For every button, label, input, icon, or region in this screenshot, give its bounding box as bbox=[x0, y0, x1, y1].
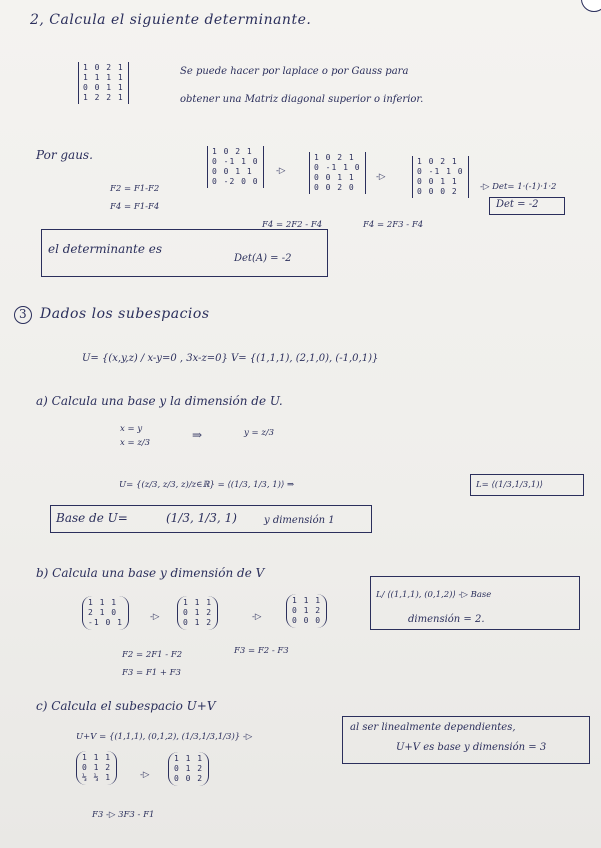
row-op-1: F2 = F1-F2 bbox=[110, 184, 160, 194]
exercise-3-title: Dados los subespacios bbox=[40, 306, 210, 322]
gauss-matrix-3: 1 0 2 1 0 -1 1 0 0 0 1 1 0 0 0 2 bbox=[412, 156, 469, 198]
u-plus-v-conclusion-2: U+V es base y dimensión = 3 bbox=[396, 742, 547, 753]
u-plus-v-conclusion-1: al ser linealmente dependientes, bbox=[350, 722, 516, 733]
conclusion-value: Det(A) = -2 bbox=[234, 253, 292, 264]
method-note-line1: Se puede hacer por laplace o por Gauss para bbox=[180, 66, 409, 77]
part-c-title: c) Calcula el subespacio U+V bbox=[36, 699, 216, 713]
subspace-u-generator: L= ⟨(1/3,1/3,1)⟩ bbox=[476, 480, 543, 490]
exercise-2-title: 2, Calcula el siguiente determinante. bbox=[30, 12, 312, 28]
page-corner-mark bbox=[581, 0, 601, 12]
dimension-v: dimensión = 2. bbox=[408, 614, 485, 625]
v-row-op-3: F3 = F2 - F3 bbox=[234, 646, 289, 656]
v-row-op-1: F2 = 2F1 - F2 bbox=[122, 650, 183, 660]
u-plus-v-matrix-1: 1 1 1 0 1 2 ⅓ ⅓ 1 bbox=[76, 751, 117, 785]
v-arrow-2: -▷ bbox=[252, 612, 262, 622]
conclusion-label: el determinante es bbox=[48, 242, 163, 256]
u-plus-v-definition: U+V = {(1,1,1), (0,1,2), (1/3,1/3,1/3)} -▷ bbox=[76, 732, 253, 742]
method-note-line2: obtener una Matriz diagonal superior o inferior. bbox=[180, 94, 424, 105]
subspace-definitions: U= {(x,y,z) / x-y=0 , 3x-z=0} V= {(1,1,1), (2,1,0), (-1,0,1)} bbox=[82, 353, 379, 364]
subspace-u-set: U= {(z/3, z/3, z)/z∈ℝ} = ⟨(1/3, 1/3, 1)⟩ ⇒ bbox=[119, 480, 295, 490]
u-plus-v-row-op: F3 -▷ 3F3 - F1 bbox=[92, 810, 155, 820]
implies-arrow: ⇒ bbox=[192, 428, 203, 442]
base-u-label: Base de U= bbox=[56, 511, 128, 525]
row-op-2: F4 = F1-F4 bbox=[110, 202, 160, 212]
system-eq-1: x = y bbox=[120, 424, 143, 434]
y-solution: y = z/3 bbox=[244, 428, 275, 438]
v-matrix-1: 1 1 1 2 1 0 -1 0 1 bbox=[82, 596, 129, 630]
v-arrow-1: -▷ bbox=[150, 612, 160, 622]
u-plus-v-arrow: -▷ bbox=[140, 770, 150, 780]
part-a-title: a) Calcula una base y la dimensión de U. bbox=[36, 394, 283, 408]
base-v-result: L/ ⟨(1,1,1), (0,1,2)⟩ -▷ Base bbox=[376, 590, 492, 600]
arrow-2: -▷ bbox=[376, 172, 386, 182]
gauss-matrix-1: 1 0 2 1 0 -1 1 0 0 0 1 1 0 -2 0 0 bbox=[207, 146, 264, 188]
row-op-4: F4 = 2F3 - F4 bbox=[363, 220, 424, 230]
u-plus-v-matrix-2: 1 1 1 0 1 2 0 0 2 bbox=[168, 752, 209, 786]
determinant-result: Det = -2 bbox=[496, 199, 539, 210]
dimension-u: y dimensión 1 bbox=[264, 515, 335, 526]
exercise-3-number: 3 bbox=[19, 307, 27, 321]
gauss-matrix-2: 1 0 2 1 0 -1 1 0 0 0 1 1 0 0 2 0 bbox=[309, 152, 366, 194]
v-matrix-3: 1 1 1 0 1 2 0 0 0 bbox=[286, 594, 327, 628]
determinant-matrix: 1 0 2 1 1 1 1 1 0 0 1 1 1 2 2 1 bbox=[78, 62, 129, 104]
v-matrix-2: 1 1 1 0 1 2 0 1 2 bbox=[177, 596, 218, 630]
row-op-3: F4 = 2F2 - F4 bbox=[262, 220, 323, 230]
arrow-1: -▷ bbox=[276, 166, 286, 176]
system-eq-2: x = z/3 bbox=[120, 438, 151, 448]
base-u-vector: (1/3, 1/3, 1) bbox=[166, 511, 237, 525]
gauss-label: Por gaus. bbox=[36, 148, 93, 162]
determinant-product: -▷ Det= 1·(-1)·1·2 bbox=[480, 182, 557, 192]
part-b-title: b) Calcula una base y dimensión de V bbox=[36, 566, 265, 580]
v-row-op-2: F3 = F1 + F3 bbox=[122, 668, 181, 678]
